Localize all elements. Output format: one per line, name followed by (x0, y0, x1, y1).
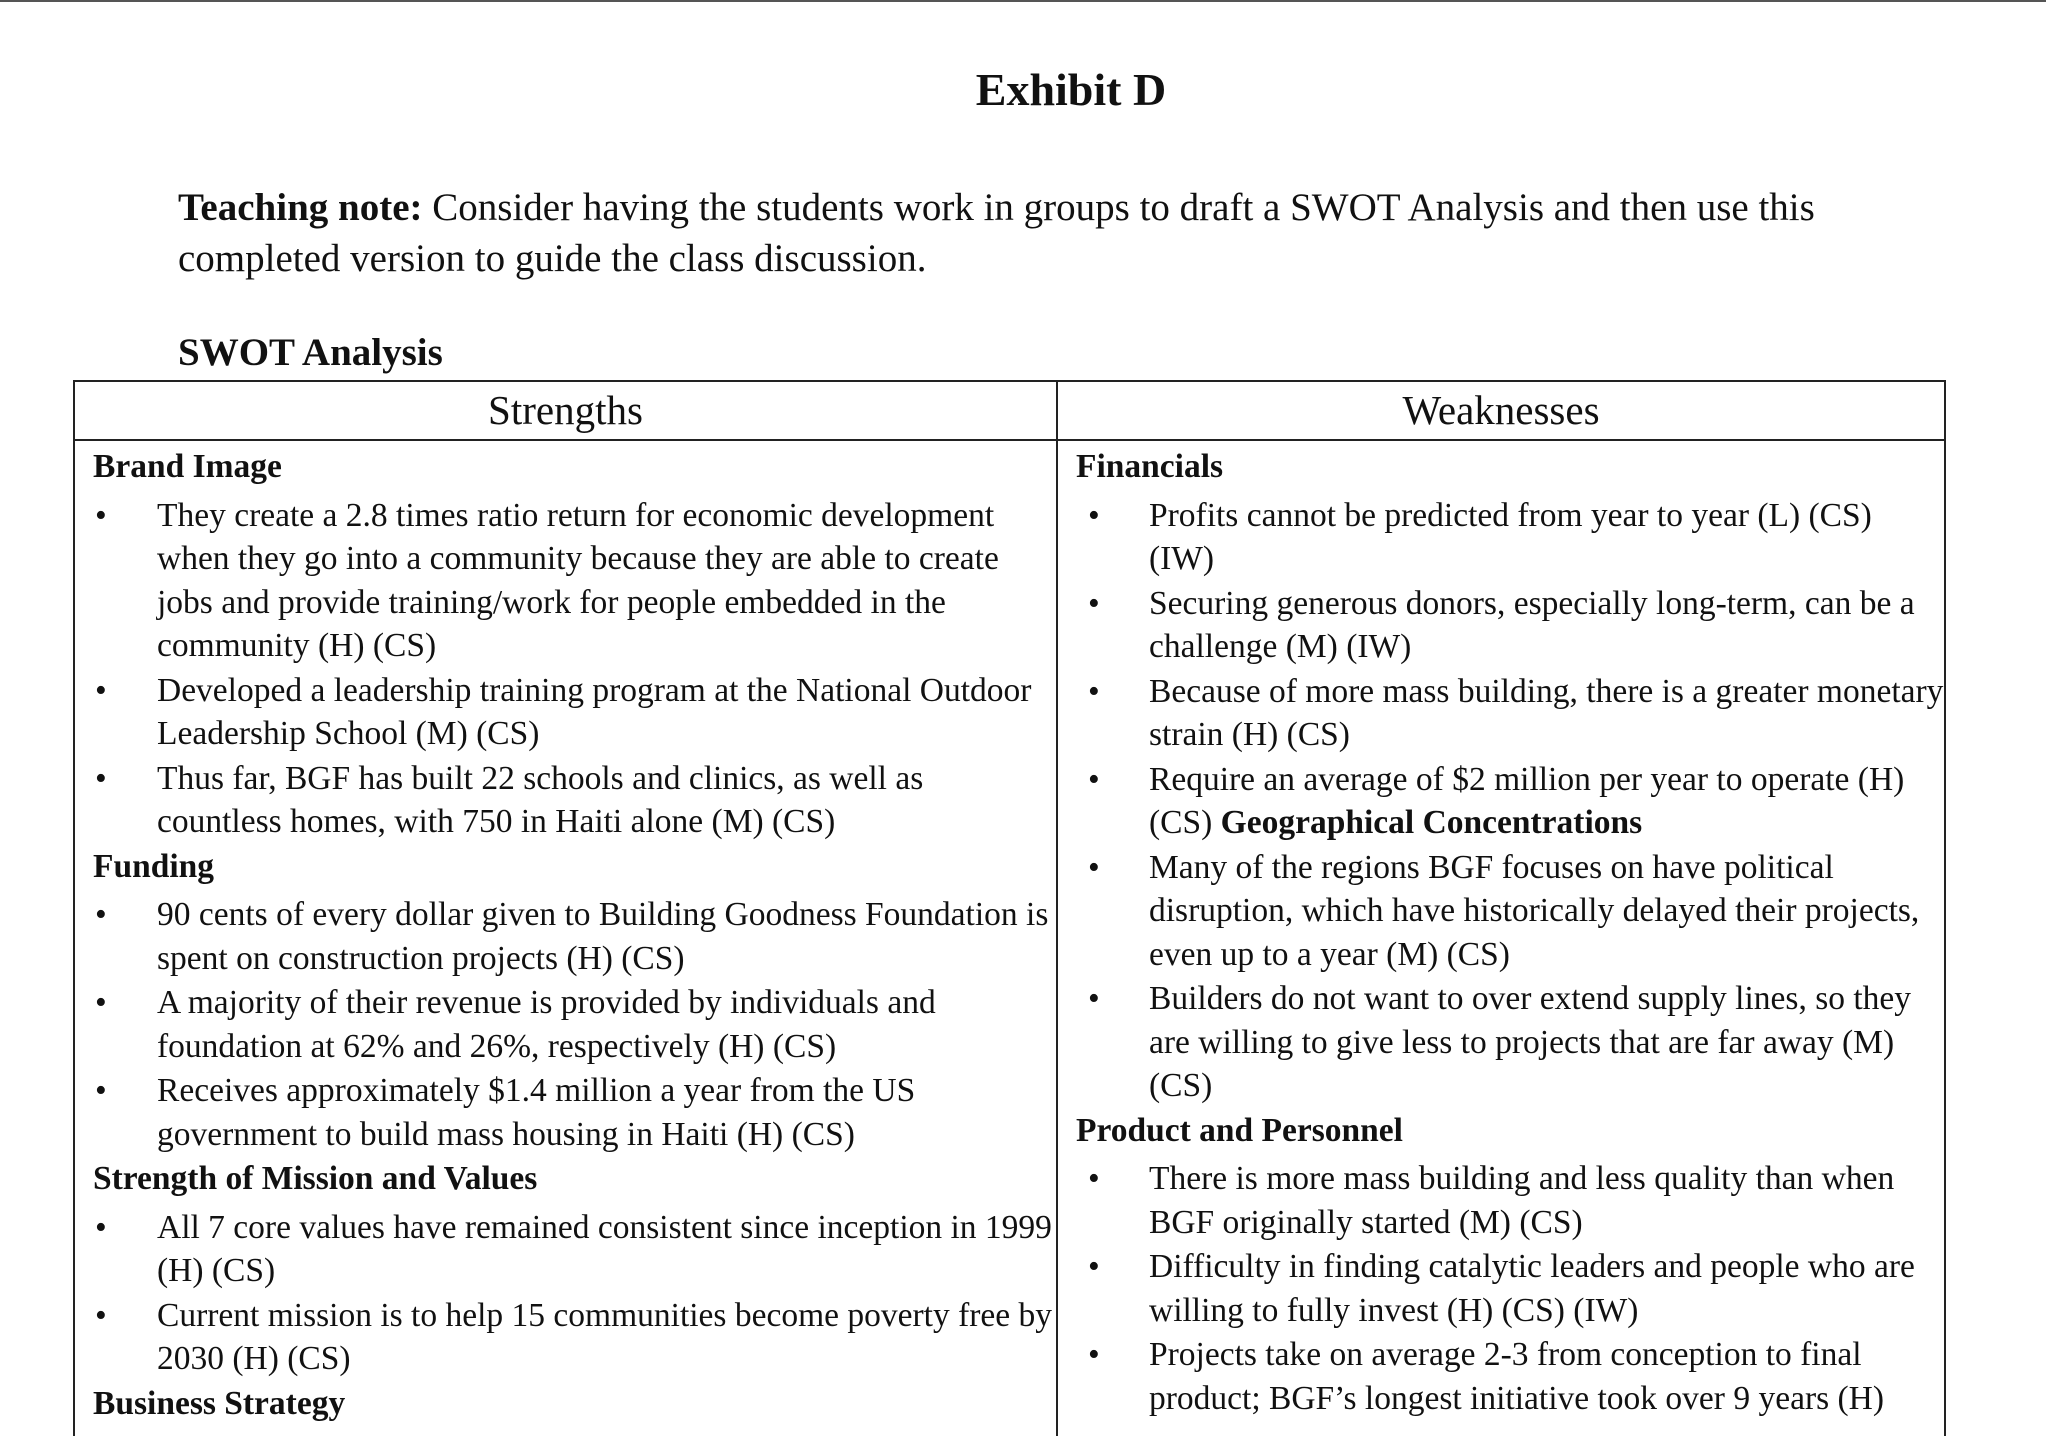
section-title-mission-values: Strength of Mission and Values (93, 1160, 538, 1197)
weaknesses-column (1058, 382, 1944, 1436)
swot-title: SWOT Analysis (178, 331, 443, 374)
list-item-text: All 7 core values have remained consistent since inception in 1999 (H) (CS) (157, 1208, 1052, 1289)
financials-list (1088, 494, 1944, 845)
list-item-text: Difficulty in finding catalytic leaders and people who are willing to fully invest (H) (CS) (IW) (1149, 1248, 1915, 1329)
list-item-text: They create a 2.8 times ratio return for economic development when they go into a community because they are able to create jobs and provide training/work for people embedded in the community (H) (CS) (157, 496, 999, 664)
list-item-text: There is more mass building and less quality than when BGF originally started (M) (CS) (1149, 1160, 1895, 1241)
list-item (93, 893, 1056, 980)
list-item-text: Profits cannot be predicted from year to year (L) (CS) (IW) (1149, 496, 1872, 577)
weaknesses-body (1058, 441, 1944, 1420)
list-item (93, 1069, 1056, 1156)
teaching-note-lead: Teaching note: (178, 186, 423, 229)
teaching-note (178, 182, 1898, 284)
bullet-icon: • (1088, 1336, 1100, 1373)
list-item (1088, 1157, 1944, 1244)
section-title-geographical: Geographical Concentrations (1220, 804, 1643, 841)
swot-table (73, 380, 1946, 1436)
list-item (93, 981, 1056, 1068)
teaching-note-text: Consider having the students work in groups to draft a SWOT Analysis and then use this completed version to guide the class discussion. (178, 186, 1815, 280)
section-title-brand-image: Brand Image (93, 448, 282, 485)
list-item (93, 494, 1056, 668)
weaknesses-header: Weaknesses (1058, 382, 1944, 441)
list-item-text: Developed a leadership training program at the National Outdoor Leadership School (M) (CS) (157, 671, 1032, 752)
list-item-text: Securing generous donors, especially long-term, can be a challenge (M) (IW) (1149, 584, 1915, 665)
bullet-icon: • (1088, 672, 1100, 710)
list-item-text: Current mission is to help 15 communities become poverty free by 2030 (H) (CS) (157, 1296, 1053, 1377)
section-title-business-strategy: Business Strategy (93, 1384, 346, 1422)
bullet-icon: • (1088, 760, 1100, 798)
strengths-body (75, 441, 1056, 1425)
geographical-list (1088, 846, 1944, 1108)
bullet-icon: • (1088, 1248, 1100, 1285)
mission-values-list (93, 1206, 1056, 1381)
list-item (1088, 977, 1944, 1108)
list-item (1088, 582, 1944, 669)
list-item-text: Require an average of $2 million per year to operate (H) (CS) (1149, 760, 1905, 841)
list-item-text: Projects take on average 2-3 from conception to final product; BGF’s longest initiative took over 9 years (H) (1149, 1336, 1885, 1417)
bullet-icon: • (1088, 1160, 1100, 1197)
list-item-text: 90 cents of every dollar given to Building Goodness Foundation is spent on construction projects (H) (CS) (157, 896, 1049, 977)
list-item-text: Builders do not want to over extend supply lines, so they are willing to give less to projects that are far away (M) (CS) (1149, 980, 1912, 1104)
section-title-product-personnel: Product and Personnel (1076, 1111, 1403, 1149)
product-personnel-list (1088, 1157, 1944, 1420)
section-title-funding: Funding (93, 847, 215, 885)
bullet-icon: • (95, 759, 107, 797)
list-item-text: A majority of their revenue is provided by individuals and foundation at 62% and 26%, respectively (H) (CS) (157, 984, 936, 1065)
list-item (93, 1294, 1056, 1381)
list-item (1088, 846, 1944, 977)
list-item (1088, 494, 1944, 581)
list-item (1088, 1333, 1944, 1420)
bullet-icon: • (1088, 848, 1100, 886)
bullet-icon: • (95, 496, 107, 534)
brand-image-list (93, 494, 1056, 844)
bullet-icon: • (95, 1072, 107, 1109)
list-item (1088, 758, 1944, 845)
bullet-icon: • (95, 1296, 107, 1334)
bullet-icon: • (95, 1208, 107, 1246)
list-item-text: Thus far, BGF has built 22 schools and clinics, as well as countless homes, with 750 in Haiti alone (M) (CS) (157, 759, 924, 840)
bullet-icon: • (95, 671, 107, 709)
bullet-icon: • (95, 896, 107, 933)
strengths-column (75, 382, 1058, 1436)
list-item (1088, 1245, 1944, 1332)
list-item (1088, 670, 1944, 757)
section-title-financials: Financials (1076, 448, 1224, 485)
list-item-text: Many of the regions BGF focuses on have political disruption, which have historically delayed their projects, even up to a year (M) (CS) (1149, 848, 1920, 973)
bullet-icon: • (1088, 980, 1100, 1017)
funding-list (93, 893, 1056, 1156)
list-item (93, 669, 1056, 756)
list-item-text: Because of more mass building, there is a greater monetary strain (H) (CS) (1149, 672, 1944, 753)
list-item (93, 757, 1056, 844)
bullet-icon: • (1088, 584, 1100, 622)
list-item-text: Receives approximately $1.4 million a year from the US government to build mass housing in Haiti (H) (CS) (157, 1072, 916, 1153)
bullet-icon: • (95, 984, 107, 1021)
bullet-icon: • (1088, 496, 1100, 534)
strengths-header: Strengths (75, 382, 1056, 441)
exhibit-title: Exhibit D (975, 64, 1167, 115)
page-top-rule (0, 0, 2046, 2)
list-item (93, 1206, 1056, 1293)
